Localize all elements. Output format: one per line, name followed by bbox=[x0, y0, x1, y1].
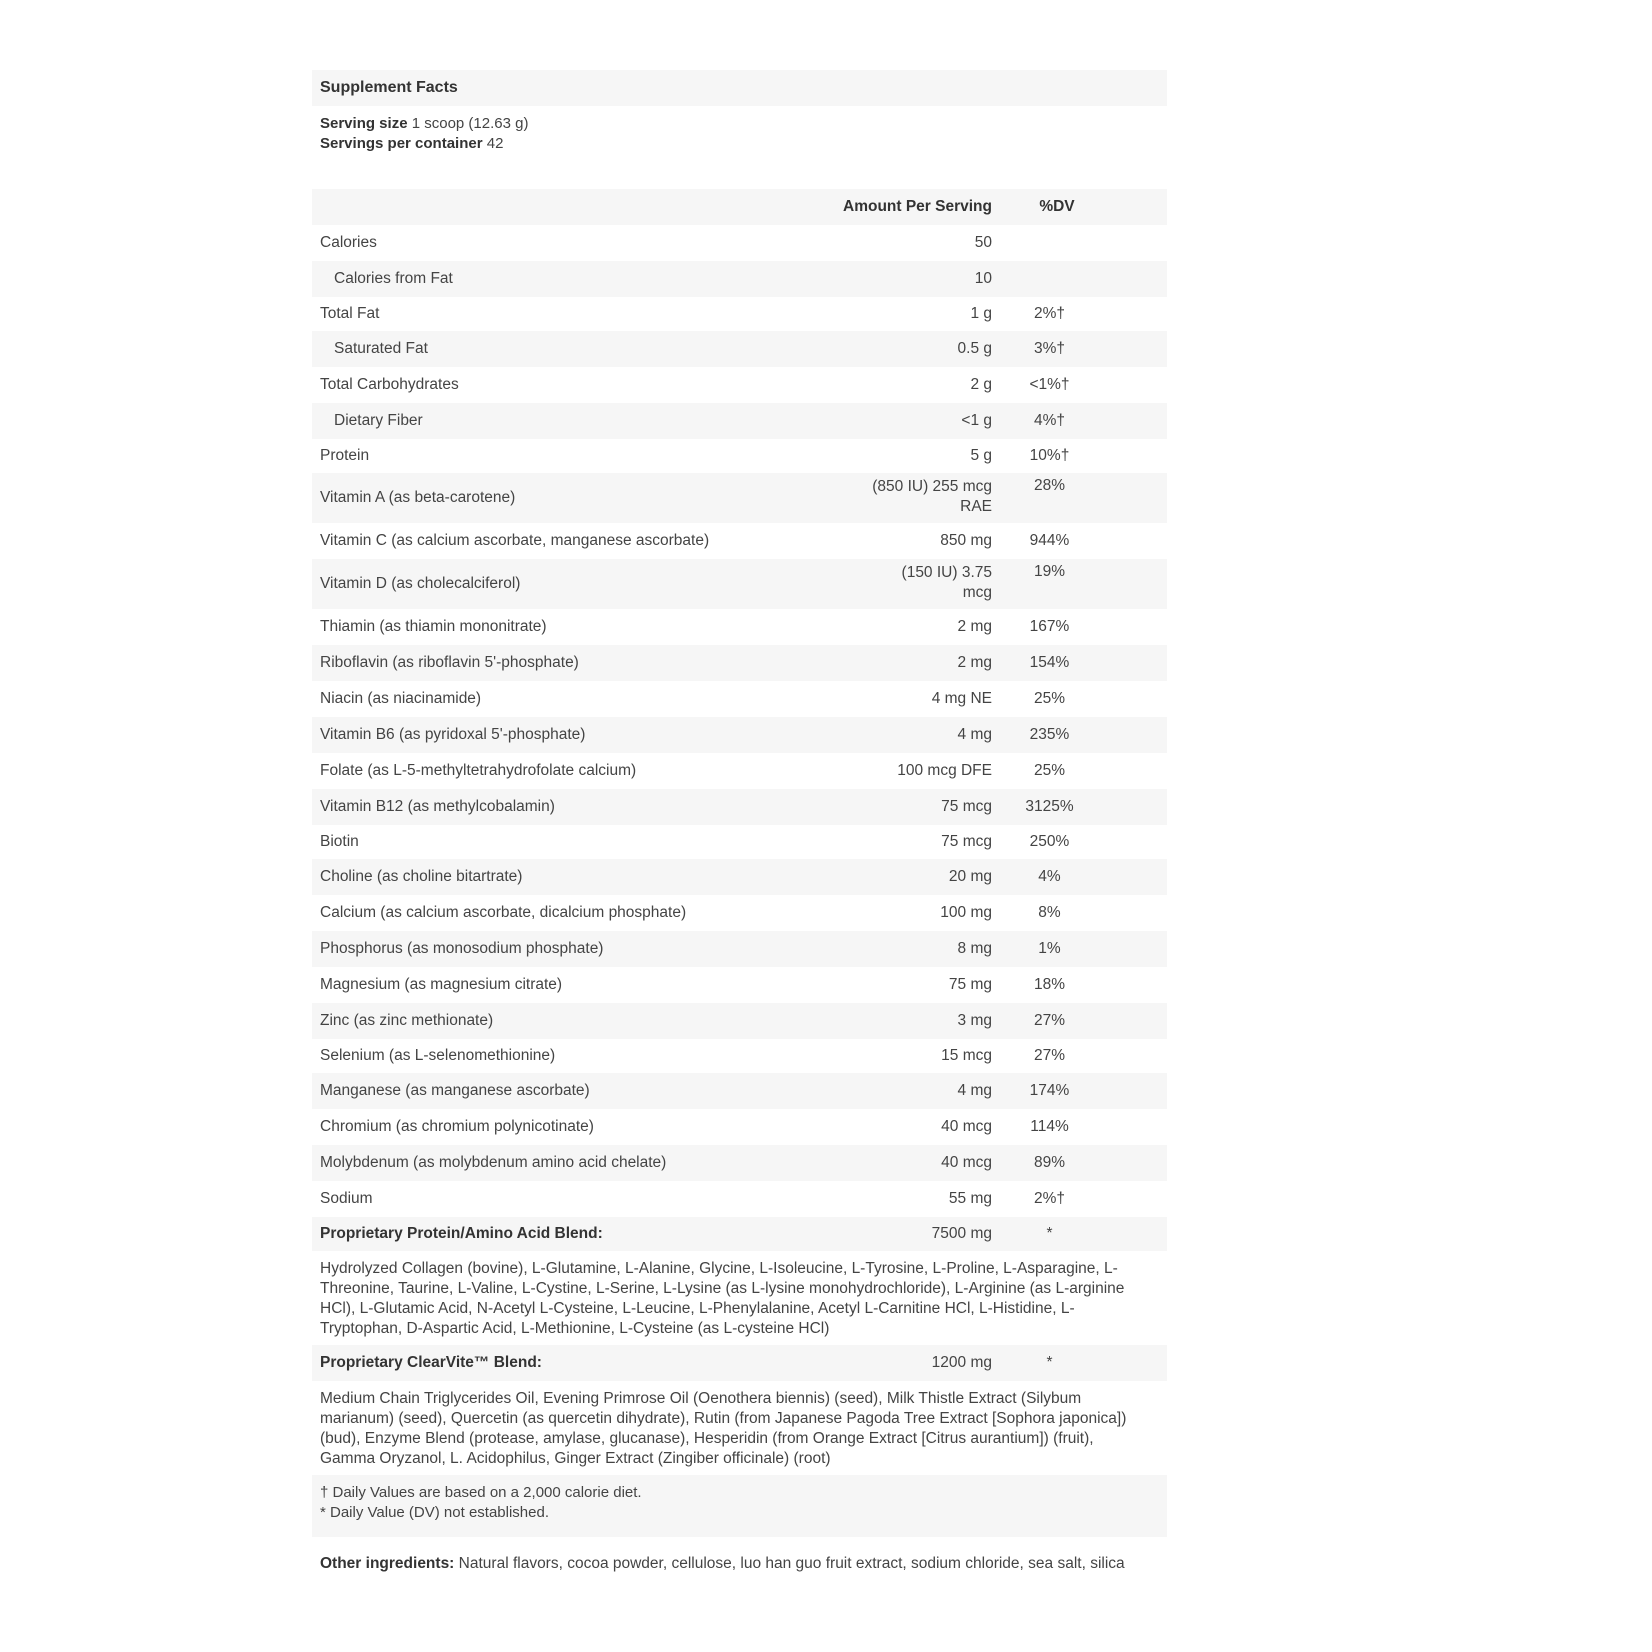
nutrient-row-phosphorus: Phosphorus (as monosodium phosphate) 8 mg 1% bbox=[312, 931, 1167, 967]
nutrient-row-vitamin-d: Vitamin D (as cholecalciferol) (150 IU) 3.75 mcg 19% bbox=[312, 559, 1167, 609]
nutrient-row-zinc: Zinc (as zinc methionate) 3 mg 27% bbox=[312, 1003, 1167, 1039]
servings-per-container: Servings per container 42 bbox=[320, 135, 504, 152]
blend-ingredients-clearvite: Medium Chain Triglycerides Oil, Evening Primrose Oil (Oenothera biennis) (seed), Milk Thistle Extract (Silybum marianum) (seed), Quercetin (as quercetin dihydrate), Rutin (from Japanese Pagoda Tree Extract [Sophora japonica]) (bud), Enzyme Blend (protease, amylase, glucanase), Hesperidin (from Orange Extract [Citrus aurantium]) (fruit), Gamma Oryzanol, L. Acidophilus, Ginger Extract (Zingiber officinale) (root) bbox=[320, 1390, 1127, 1467]
nutrient-row-selenium: Selenium (as L-selenomethionine) 15 mcg 27% bbox=[320, 1047, 1066, 1064]
blend-row-protein-amino: Proprietary Protein/Amino Acid Blend: 7500 mg * bbox=[312, 1217, 1167, 1251]
panel-title: Supplement Facts bbox=[312, 70, 1167, 106]
other-ingredients bbox=[320, 1555, 1125, 1573]
nutrient-row-dietary-fiber: Dietary Fiber <1 g 4%† bbox=[312, 403, 1167, 439]
nutrient-row-calcium: Calcium (as calcium ascorbate, dicalcium phosphate) 100 mg 8% bbox=[320, 904, 1061, 921]
footnote-asterisk: * Daily Value (DV) not established. bbox=[320, 1504, 549, 1521]
serving-info bbox=[312, 106, 1167, 166]
nutrient-row-choline: Choline (as choline bitartrate) 20 mg 4% bbox=[312, 859, 1167, 895]
nutrient-row-vitamin-b12: Vitamin B12 (as methylcobalamin) 75 mcg 3125% bbox=[312, 789, 1167, 825]
nutrient-row-total-carbohydrates: Total Carbohydrates 2 g <1%† bbox=[320, 376, 1070, 393]
nutrient-row-biotin: Biotin 75 mcg 250% bbox=[320, 833, 1070, 850]
serving-size: Serving size 1 scoop (12.63 g) bbox=[320, 115, 529, 132]
nutrient-row-vitamin-c: Vitamin C (as calcium ascorbate, manganese ascorbate) 850 mg 944% bbox=[320, 532, 1070, 549]
dv-column-header: %DV bbox=[1039, 198, 1075, 215]
footnote-dagger: † Daily Values are based on a 2,000 calorie diet. bbox=[320, 1484, 642, 1501]
other-ingredients-label: Other ingredients: bbox=[320, 1555, 455, 1572]
nutrient-row-niacin: Niacin (as niacinamide) 4 mg NE 25% bbox=[320, 690, 1066, 707]
nutrient-row-folate: Folate (as L-5-methyltetrahydrofolate calcium) 100 mcg DFE 25% bbox=[320, 762, 1066, 779]
table-header bbox=[312, 189, 1167, 225]
nutrient-row-vitamin-a: Vitamin A (as beta-carotene) (850 IU) 255 mcg RAE 28% bbox=[312, 473, 1167, 523]
nutrient-row-calories: Calories 50 bbox=[320, 234, 992, 251]
nutrient-row-manganese: Manganese (as manganese ascorbate) 4 mg 174% bbox=[312, 1073, 1167, 1109]
nutrient-row-total-fat: Total Fat 1 g 2%† bbox=[320, 305, 1066, 322]
nutrient-row-chromium: Chromium (as chromium polynicotinate) 40 mcg 114% bbox=[320, 1118, 1069, 1135]
nutrient-row-sodium: Sodium 55 mg 2%† bbox=[320, 1190, 1066, 1207]
nutrient-row-saturated-fat: Saturated Fat 0.5 g 3%† bbox=[312, 331, 1167, 367]
nutrient-row-protein: Protein 5 g 10%† bbox=[320, 447, 1070, 464]
blend-ingredients-protein-amino: Hydrolyzed Collagen (bovine), L-Glutamine, L-Alanine, Glycine, L-Isoleucine, L-Tyrosine, L-Proline, L-Asparagine, L-Threonine, Taurine, L-Valine, L-Cystine, L-Serine, L-Lysine (as L-lysine monohydrochloride), L-Arginine (as L-arginine HCl), L-Glutamic Acid, N-Acetyl L-Cysteine, L-Leucine, L-Phenylalanine, Acetyl L-Carnitine HCl, L-Histidine, L-Tryptophan, D-Aspartic Acid, L-Methionine, L-Cysteine (as L-cysteine HCl) bbox=[320, 1260, 1125, 1337]
other-ingredients-value: Natural flavors, cocoa powder, cellulose, luo han guo fruit extract, sodium chloride, sea salt, silica bbox=[458, 1555, 1125, 1572]
nutrient-row-calories-from-fat: Calories from Fat 10 bbox=[312, 261, 1167, 297]
nutrient-table bbox=[312, 189, 1167, 1537]
blend-row-clearvite: Proprietary ClearVite™ Blend: 1200 mg * bbox=[312, 1345, 1167, 1381]
footnotes bbox=[312, 1475, 1167, 1537]
nutrient-row-molybdenum: Molybdenum (as molybdenum amino acid chelate) 40 mcg 89% bbox=[312, 1145, 1167, 1181]
nutrient-row-riboflavin: Riboflavin (as riboflavin 5'-phosphate) 2 mg 154% bbox=[312, 645, 1167, 681]
amount-column-header: Amount Per Serving bbox=[843, 198, 992, 215]
supplement-facts-panel bbox=[312, 70, 1167, 1537]
nutrient-row-magnesium: Magnesium (as magnesium citrate) 75 mg 18% bbox=[320, 976, 1066, 993]
nutrient-row-vitamin-b6: Vitamin B6 (as pyridoxal 5'-phosphate) 4 mg 235% bbox=[312, 717, 1167, 753]
nutrient-row-thiamin: Thiamin (as thiamin mononitrate) 2 mg 167% bbox=[320, 618, 1070, 635]
